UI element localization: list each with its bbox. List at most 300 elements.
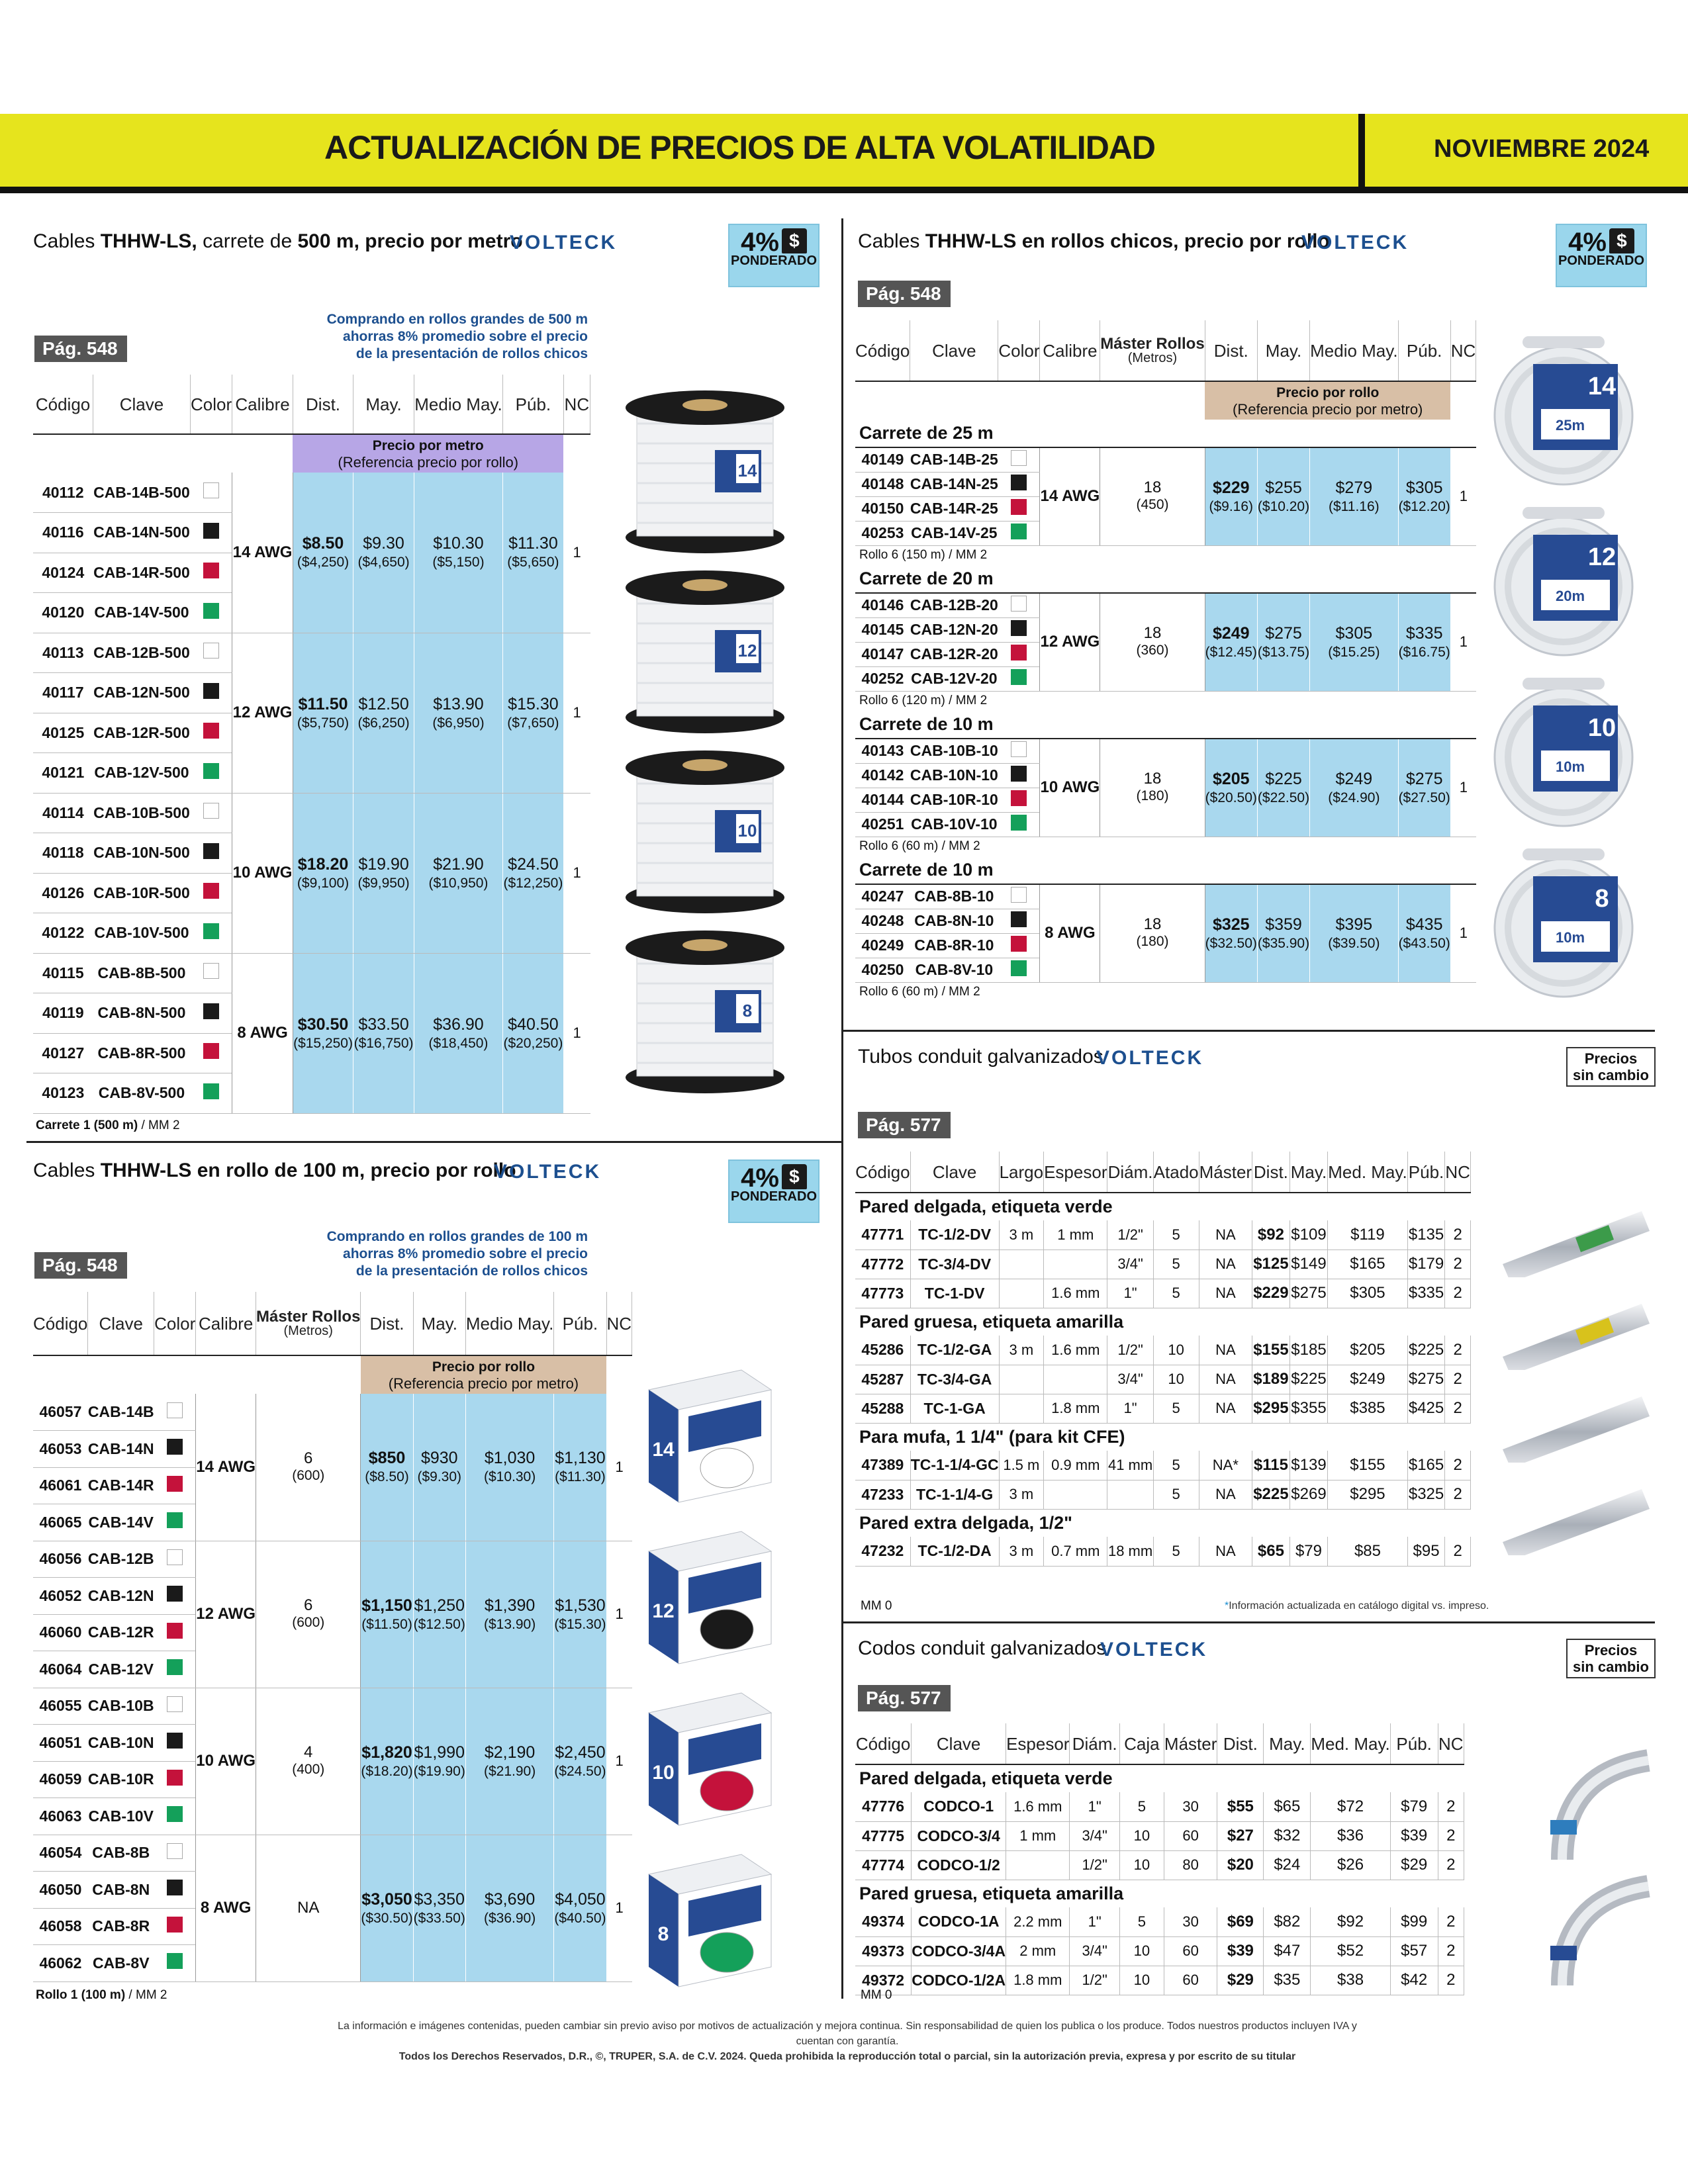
column-header: Med. May. <box>1311 1723 1390 1764</box>
color-swatch-cell <box>190 793 232 833</box>
color-swatch <box>203 603 219 619</box>
spool-images <box>622 384 794 1105</box>
product-code: 40126 <box>33 873 93 913</box>
table-row <box>855 593 1476 617</box>
column-header: Calibre <box>196 1292 256 1355</box>
cell-pub: $225 <box>1407 1336 1445 1365</box>
price-cell: $15.30 ($7,650) <box>503 633 564 793</box>
color-swatch <box>1011 645 1027 660</box>
nc-value: 1 <box>606 1835 632 1981</box>
cell-may: $24 <box>1264 1850 1311 1880</box>
color-swatch <box>1011 596 1027 612</box>
cell-dist: $115 <box>1252 1451 1290 1480</box>
svg-text:14: 14 <box>652 1439 675 1461</box>
cell-atado: 5 <box>1153 1279 1199 1308</box>
cell-may: $65 <box>1264 1792 1311 1821</box>
box-image <box>642 1525 774 1670</box>
cell-diam: 3/4" <box>1070 1821 1119 1850</box>
table-row <box>855 1365 1471 1394</box>
price-cell: $255 ($10.20) <box>1257 447 1309 545</box>
price-table-elbows <box>855 1723 1464 1995</box>
product-key: CAB-12R-20 <box>910 642 998 666</box>
product-key: CAB-14V <box>88 1504 154 1541</box>
cell-master: NA <box>1199 1250 1252 1279</box>
cell-clave: TC-1-1/4-G <box>910 1480 999 1509</box>
cell-may: $149 <box>1289 1250 1328 1279</box>
price-cell: $249 ($12.45) <box>1205 593 1257 691</box>
cell-largo <box>999 1250 1044 1279</box>
product-code: 40116 <box>33 513 93 553</box>
product-code: 40253 <box>855 521 910 545</box>
table-footnote: Rollo 6 (60 m) / MM 2 <box>859 985 980 999</box>
master-qty: 6 (600) <box>256 1541 361 1688</box>
cell-may: $79 <box>1289 1537 1328 1566</box>
cell-diam: 1" <box>1107 1279 1153 1308</box>
color-swatch-cell <box>154 1651 196 1688</box>
product-code: 46054 <box>33 1835 88 1872</box>
product-code: 46065 <box>33 1504 88 1541</box>
gauge: 8 AWG <box>196 1835 256 1981</box>
color-swatch <box>167 1623 183 1639</box>
price-cell: $10.30 ($5,150) <box>414 473 502 633</box>
color-swatch-cell <box>190 513 232 553</box>
cell-nc: 2 <box>1438 1821 1464 1850</box>
savings-note <box>291 1228 588 1280</box>
color-swatch-cell <box>154 1835 196 1872</box>
cell-espesor: 1.6 mm <box>1044 1279 1107 1308</box>
column-header: Espesor <box>1044 1152 1107 1193</box>
cell-master: NA <box>1199 1279 1252 1308</box>
table-row <box>855 739 1476 763</box>
column-header: Espesor <box>1006 1723 1070 1764</box>
table-row <box>33 633 590 673</box>
product-code: 40149 <box>855 447 910 472</box>
cell-caja: 10 <box>1119 1966 1164 1995</box>
cell-codigo: 47774 <box>855 1850 912 1880</box>
cell-espesor <box>1044 1365 1107 1394</box>
master-qty: 18 (360) <box>1100 593 1205 691</box>
product-key: CAB-8B <box>88 1835 154 1872</box>
cell-may: $275 <box>1289 1279 1328 1308</box>
product-key: CAB-12B <box>88 1541 154 1578</box>
cell-master: 60 <box>1164 1821 1217 1850</box>
cell-codigo: 45286 <box>855 1336 910 1365</box>
product-code: 46062 <box>33 1945 88 1982</box>
tube-image <box>1496 1198 1655 1277</box>
cell-espesor: 2 mm <box>1006 1936 1070 1966</box>
cell-med: $26 <box>1311 1850 1390 1880</box>
cell-atado: 5 <box>1153 1394 1199 1423</box>
subsection-title: Para mufa, 1 1/4" (para kit CFE) <box>859 1426 1125 1447</box>
color-swatch-cell <box>998 739 1040 763</box>
product-code: 46064 <box>33 1651 88 1688</box>
product-key: CAB-10N <box>88 1725 154 1762</box>
product-code: 40121 <box>33 753 93 794</box>
section-divider <box>843 1621 1655 1623</box>
volteck-logo: VOLTECK <box>510 232 618 253</box>
cell-codigo: 47771 <box>855 1220 910 1250</box>
cell-atado: 10 <box>1153 1336 1199 1365</box>
color-swatch <box>167 1806 183 1822</box>
cell-nc: 2 <box>1445 1220 1471 1250</box>
table-row <box>855 1279 1471 1308</box>
cell-clave: TC-1-1/4-GC <box>910 1451 999 1480</box>
gauge: 12 AWG <box>232 633 293 793</box>
cell-dist: $20 <box>1217 1850 1264 1880</box>
section5-title: Codos conduit galvanizados <box>858 1637 1107 1659</box>
cell-nc: 2 <box>1445 1279 1471 1308</box>
subsection-title: Pared delgada, etiqueta verde <box>859 1768 1113 1788</box>
svg-text:10m: 10m <box>1555 929 1585 946</box>
cell-master: NA* <box>1199 1451 1252 1480</box>
svg-text:25m: 25m <box>1555 417 1585 433</box>
product-code: 40120 <box>33 593 93 633</box>
color-swatch-cell <box>154 1614 196 1651</box>
price-cell: $229 ($9.16) <box>1205 447 1257 545</box>
cell-espesor: 1 mm <box>1006 1821 1070 1850</box>
page-title: ACTUALIZACIÓN DE PRECIOS DE ALTA VOLATILIDAD <box>324 129 1156 166</box>
cell-dist: $69 <box>1217 1907 1264 1936</box>
cell-atado: 5 <box>1153 1451 1199 1480</box>
coil-images <box>1489 331 1642 999</box>
color-swatch <box>167 1733 183 1749</box>
price-reference-header: Precio por metro (Referencia precio por rollo) <box>293 434 563 473</box>
product-code: 40250 <box>855 958 910 982</box>
product-key: CAB-14N <box>88 1431 154 1468</box>
cell-master: 60 <box>1164 1936 1217 1966</box>
cell-nc: 2 <box>1445 1250 1471 1279</box>
cell-dist: $92 <box>1252 1220 1290 1250</box>
cell-largo: 1.5 m <box>999 1451 1044 1480</box>
master-qty: 18 (450) <box>1100 447 1205 545</box>
gauge: 14 AWG <box>1040 447 1100 545</box>
color-swatch-cell <box>154 1504 196 1541</box>
cell-med: $165 <box>1328 1250 1407 1279</box>
price-cell: $205 ($20.50) <box>1205 739 1257 837</box>
cell-atado: 5 <box>1153 1220 1199 1250</box>
spool-image <box>622 384 788 556</box>
color-swatch-cell <box>998 593 1040 617</box>
gauge: 14 AWG <box>232 473 293 633</box>
cell-codigo: 47232 <box>855 1537 910 1566</box>
subsection-row <box>855 1308 1471 1336</box>
product-key: CAB-10R <box>88 1761 154 1798</box>
update-note: *Información actualizada en catálogo digital vs. impreso. <box>1225 1600 1489 1612</box>
box-image <box>642 1848 774 1993</box>
column-header: Clave <box>93 375 191 434</box>
price-cell: $1,030 ($10.30) <box>465 1394 553 1541</box>
cell-caja: 10 <box>1119 1821 1164 1850</box>
price-cell: $395 ($39.50) <box>1310 884 1398 982</box>
cell-master: NA <box>1199 1537 1252 1566</box>
cell-diam: 1" <box>1070 1792 1119 1821</box>
page-ref: Pág. 577 <box>858 1112 951 1138</box>
svg-text:10: 10 <box>737 821 757 841</box>
cell-pub: $425 <box>1407 1394 1445 1423</box>
cell-largo <box>999 1365 1044 1394</box>
column-header: Color <box>998 320 1040 381</box>
volteck-logo: VOLTECK <box>1096 1047 1204 1069</box>
table-row <box>855 1220 1471 1250</box>
cell-clave: CODCO-1A <box>912 1907 1006 1936</box>
price-cell: $13.90 ($6,950) <box>414 633 502 793</box>
cell-largo: 3 m <box>999 1220 1044 1250</box>
product-key: CAB-14B-25 <box>910 447 998 472</box>
price-cell: $850 ($8.50) <box>361 1394 413 1541</box>
savings-line: Comprando en rollos grandes de 500 m <box>326 312 588 327</box>
svg-text:10: 10 <box>1587 714 1617 742</box>
table-row <box>33 953 590 993</box>
column-header: Dist. <box>1252 1152 1290 1193</box>
cell-diam: 3/4" <box>1107 1365 1153 1394</box>
product-key: CAB-10R-10 <box>910 788 998 812</box>
price-cell: $33.50 ($16,750) <box>353 953 414 1113</box>
color-swatch <box>203 482 219 498</box>
color-swatch-cell <box>998 642 1040 666</box>
product-key: CAB-10B-500 <box>93 793 191 833</box>
product-key: CAB-10B-10 <box>910 739 998 763</box>
color-swatch <box>167 1586 183 1602</box>
price-cell: $275 ($27.50) <box>1398 739 1450 837</box>
cell-atado: 5 <box>1153 1250 1199 1279</box>
color-swatch <box>167 1476 183 1492</box>
color-swatch <box>203 683 219 699</box>
color-swatch-cell <box>998 812 1040 837</box>
cell-dist: $125 <box>1252 1250 1290 1279</box>
volteck-logo: VOLTECK <box>1100 1639 1208 1661</box>
table-row <box>855 1394 1471 1423</box>
color-swatch <box>1011 766 1027 782</box>
column-header: Código <box>855 1723 912 1764</box>
price-cell: $30.50 ($15,250) <box>293 953 353 1113</box>
price-reference-header: Precio por rollo (Referencia precio por metro) <box>361 1355 606 1394</box>
color-swatch <box>1011 911 1027 927</box>
cell-pub: $335 <box>1407 1279 1445 1308</box>
price-table-100m <box>33 1292 632 1982</box>
cell-diam <box>1107 1480 1153 1509</box>
column-header: Código <box>855 1152 910 1193</box>
column-header: Med. May. <box>1328 1152 1407 1193</box>
column-header: NC <box>563 375 590 434</box>
price-cell: $1,130 ($11.30) <box>554 1394 606 1541</box>
product-key: CAB-14R-25 <box>910 496 998 521</box>
column-header: NC <box>1450 320 1476 381</box>
column-header: May. <box>1264 1723 1311 1764</box>
cell-pub: $79 <box>1390 1792 1438 1821</box>
product-key: CAB-8V-500 <box>93 1073 191 1114</box>
cell-diam: 41 mm <box>1107 1451 1153 1480</box>
product-code: 40142 <box>855 763 910 788</box>
cell-dist: $29 <box>1217 1966 1264 1995</box>
product-key: CAB-14N-500 <box>93 513 191 553</box>
color-swatch <box>203 1083 219 1099</box>
price-cell: $930 ($9.30) <box>413 1394 465 1541</box>
svg-text:12: 12 <box>652 1600 675 1622</box>
cell-pub: $275 <box>1407 1365 1445 1394</box>
cell-master: 30 <box>1164 1907 1217 1936</box>
cell-clave: TC-1-GA <box>910 1394 999 1423</box>
product-key: CAB-14R-500 <box>93 553 191 593</box>
cell-may: $32 <box>1264 1821 1311 1850</box>
cell-codigo: 47233 <box>855 1480 910 1509</box>
color-swatch-cell <box>154 1908 196 1945</box>
product-code: 46051 <box>33 1725 88 1762</box>
product-key: CAB-10V-500 <box>93 913 191 954</box>
cell-master: 30 <box>1164 1792 1217 1821</box>
spool-image <box>622 564 788 736</box>
table-row <box>855 1250 1471 1279</box>
product-key: CAB-12B-20 <box>910 593 998 617</box>
column-header: Atado <box>1153 1152 1199 1193</box>
cell-espesor <box>1044 1480 1107 1509</box>
cell-diam: 1/2" <box>1107 1336 1153 1365</box>
cell-nc: 2 <box>1438 1792 1464 1821</box>
dollar-shield-icon: $ <box>782 1164 807 1189</box>
product-key: CAB-12V-500 <box>93 753 191 794</box>
cell-pub: $179 <box>1407 1250 1445 1279</box>
column-header: May. <box>413 1292 465 1355</box>
product-code: 40146 <box>855 593 910 617</box>
ponderado-badge: 4% $ PONDERADO <box>728 1160 820 1223</box>
subsection-row <box>855 1880 1464 1907</box>
cell-master: 60 <box>1164 1966 1217 1995</box>
product-code: 40124 <box>33 553 93 593</box>
color-swatch-cell <box>190 553 232 593</box>
color-swatch-cell <box>998 884 1040 909</box>
cell-codigo: 49373 <box>855 1936 912 1966</box>
table-footnote: Rollo 1 (100 m) / MM 2 <box>36 1988 167 2002</box>
product-key: CAB-12N-20 <box>910 617 998 642</box>
price-cell: $3,350 ($33.50) <box>413 1835 465 1981</box>
color-swatch <box>1011 815 1027 831</box>
product-key: CAB-10R-500 <box>93 873 191 913</box>
gauge: 8 AWG <box>1040 884 1100 982</box>
product-code: 40248 <box>855 909 910 933</box>
elbow-images <box>1523 1747 1655 1992</box>
color-swatch <box>1011 960 1027 976</box>
cell-espesor: 0.9 mm <box>1044 1451 1107 1480</box>
cell-espesor: 0.7 mm <box>1044 1537 1107 1566</box>
color-swatch <box>167 1770 183 1786</box>
no-change-badge: Precios sin cambio <box>1566 1639 1656 1678</box>
cell-codigo: 47389 <box>855 1451 910 1480</box>
column-header: Código <box>33 375 93 434</box>
column-header: Medio May. <box>1310 320 1398 381</box>
cell-diam: 1/2" <box>1070 1850 1119 1880</box>
product-code: 40127 <box>33 1033 93 1073</box>
table-row <box>33 1541 632 1578</box>
price-cell: $18.20 ($9,100) <box>293 793 353 953</box>
subsection-title: Carrete de 10 m <box>855 711 1476 739</box>
cell-dist: $65 <box>1252 1537 1290 1566</box>
product-code: 46059 <box>33 1761 88 1798</box>
cell-caja: 5 <box>1119 1907 1164 1936</box>
color-swatch <box>203 643 219 659</box>
product-code: 40148 <box>855 472 910 496</box>
cell-codigo: 49374 <box>855 1907 912 1936</box>
volteck-logo: VOLTECK <box>1301 232 1409 253</box>
color-swatch-cell <box>190 1073 232 1114</box>
price-cell: $275 ($13.75) <box>1257 593 1309 691</box>
cell-med: $72 <box>1311 1792 1390 1821</box>
cell-pub: $29 <box>1390 1850 1438 1880</box>
savings-note <box>291 311 588 363</box>
dollar-shield-icon: $ <box>782 228 807 253</box>
cell-med: $92 <box>1311 1907 1390 1936</box>
product-code: 40119 <box>33 993 93 1034</box>
subsection-row <box>855 856 1476 884</box>
color-swatch <box>167 1549 183 1565</box>
color-swatch <box>203 1043 219 1059</box>
savings-line: ahorras 8% promedio sobre el precio <box>343 329 588 344</box>
cell-may: $35 <box>1264 1966 1311 1995</box>
product-code: 40122 <box>33 913 93 954</box>
color-swatch-cell <box>998 933 1040 958</box>
tube-images <box>1496 1198 1655 1595</box>
header-rule <box>0 187 1688 193</box>
section-divider <box>26 1141 841 1143</box>
cell-med: $38 <box>1311 1966 1390 1995</box>
product-code: 46061 <box>33 1467 88 1504</box>
cell-nc: 2 <box>1445 1365 1471 1394</box>
color-swatch-cell <box>190 993 232 1034</box>
cell-diam: 1" <box>1070 1907 1119 1936</box>
color-swatch <box>167 1512 183 1528</box>
cell-nc: 2 <box>1438 1907 1464 1936</box>
product-key: CAB-14R <box>88 1467 154 1504</box>
table-footnote: MM 0 <box>861 1599 892 1613</box>
price-cell: $24.50 ($12,250) <box>503 793 564 953</box>
product-code: 40249 <box>855 933 910 958</box>
table-row <box>33 1688 632 1725</box>
nc-value: 1 <box>1450 447 1476 545</box>
column-header: Clave <box>910 1152 999 1193</box>
table-row <box>855 1966 1464 1995</box>
svg-text:14: 14 <box>737 461 757 480</box>
color-swatch-cell <box>154 1467 196 1504</box>
cell-master: NA <box>1199 1365 1252 1394</box>
section1-title: Cables THHW-LS, carrete de 500 m, precio por metro <box>33 230 523 252</box>
svg-text:8: 8 <box>1595 885 1609 913</box>
product-key: CAB-12B-500 <box>93 633 191 673</box>
subsection-row <box>855 420 1476 447</box>
cell-med: $385 <box>1328 1394 1407 1423</box>
price-cell: $3,690 ($36.90) <box>465 1835 553 1981</box>
price-cell: $11.30 ($5,650) <box>503 473 564 633</box>
product-code: 40251 <box>855 812 910 837</box>
tube-image <box>1496 1291 1655 1370</box>
product-key: CAB-8R-500 <box>93 1033 191 1073</box>
column-header: Código <box>855 320 910 381</box>
cell-may: $109 <box>1289 1220 1328 1250</box>
subsection-title: Pared extra delgada, 1/2" <box>859 1512 1072 1533</box>
color-swatch-cell <box>998 447 1040 472</box>
color-swatch <box>203 723 219 739</box>
master-qty: 4 (400) <box>256 1688 361 1835</box>
column-header: May. <box>1289 1152 1328 1193</box>
coil-image <box>1489 843 1642 1002</box>
svg-text:10: 10 <box>652 1762 675 1784</box>
subsection-row <box>855 1509 1471 1537</box>
product-code: 46063 <box>33 1798 88 1835</box>
cell-espesor: 1 mm <box>1044 1220 1107 1250</box>
column-header: Código <box>33 1292 88 1355</box>
product-code: 40118 <box>33 833 93 874</box>
column-divider <box>841 218 843 1999</box>
price-cell: $3,050 ($30.50) <box>361 1835 413 1981</box>
price-cell: $8.50 ($4,250) <box>293 473 353 633</box>
price-cell: $335 ($16.75) <box>1398 593 1450 691</box>
